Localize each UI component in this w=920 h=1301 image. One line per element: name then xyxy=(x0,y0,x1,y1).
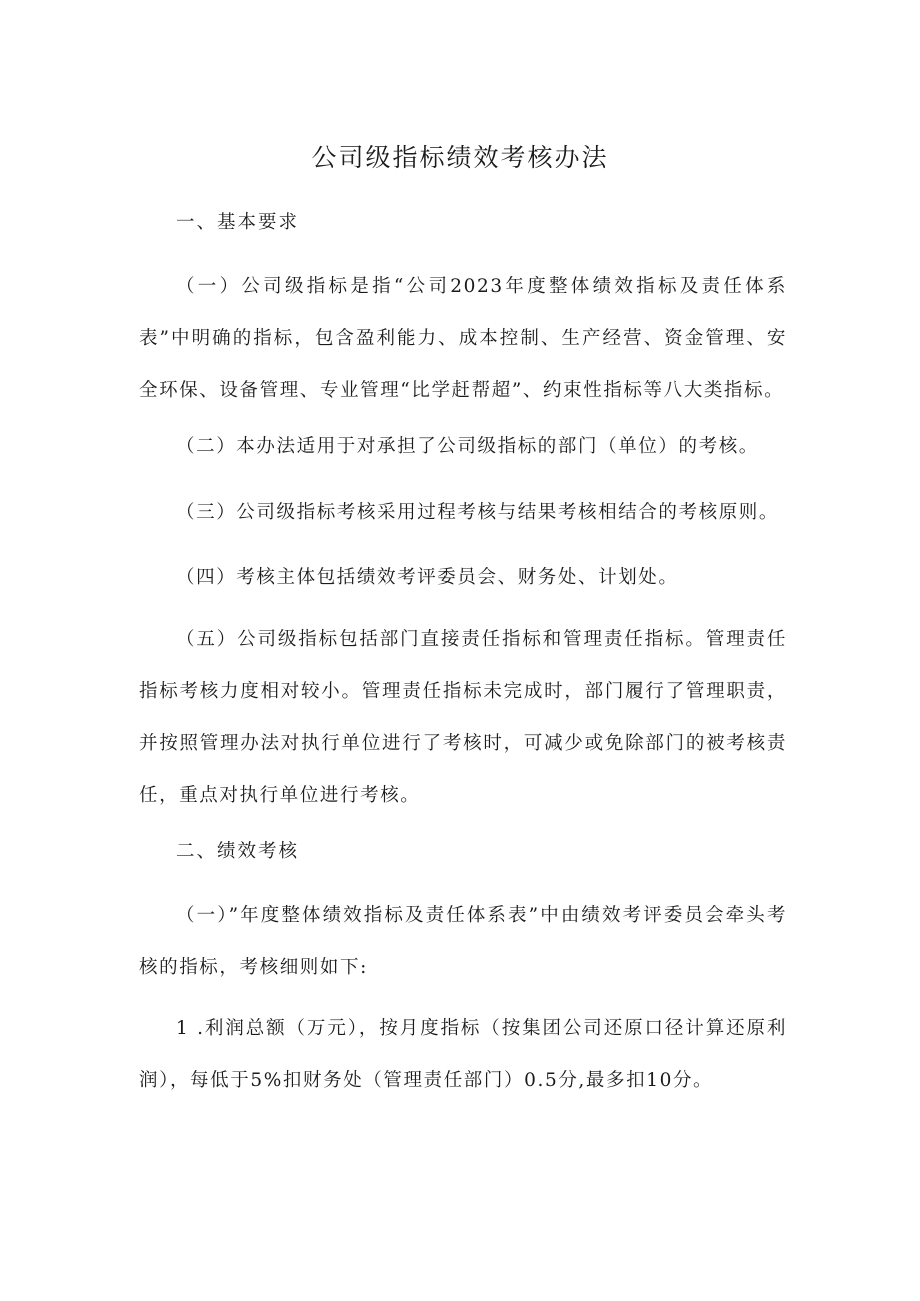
section1-heading: 一、基本要求 xyxy=(176,212,300,233)
section1-paragraph-1: （一）公司级指标是指“公司2023年度整体绩效指标及责任体系表”中明确的指标，包含盈利能力、成本控制、生产经营、资金管理、安全环保、设备管理、专业管理“比学赶帮超”、约束性指标等八大类指标。 xyxy=(139,276,787,401)
section1-paragraph-3: （三）公司级指标考核采用过程考核与结果考核相结合的考核原则。 xyxy=(176,502,780,523)
section1-paragraph-4: （四）考核主体包括绩效考评委员会、财务处、计划处。 xyxy=(176,567,679,588)
section2-paragraph-1: （一）”年度整体绩效指标及责任体系表”中由绩效考评委员会牵头考核的指标，考核细则如下: xyxy=(139,905,787,978)
section1-paragraph-5: （五）公司级指标包括部门直接责任指标和管理责任指标。管理责任指标考核力度相对较小。管理责任指标未完成时，部门履行了管理职责，并按照管理办法对执行单位进行了考核时，可减少或免除部门的被考核责任，重点对执行单位进行考核。 xyxy=(139,629,787,806)
section2-heading: 二、绩效考核 xyxy=(176,841,300,862)
document-title: 公司级指标绩效考核办法 xyxy=(311,143,609,172)
section2-paragraph-2: 1 .利润总额（万元），按月度指标（按集团公司还原口径计算还原利润），每低于5%扣财务处（管理责任部门）0.5分,最多扣10分。 xyxy=(139,1018,787,1091)
section1-paragraph-2: （二）本办法适用于对承担了公司级指标的部门（单位）的考核。 xyxy=(176,436,759,457)
